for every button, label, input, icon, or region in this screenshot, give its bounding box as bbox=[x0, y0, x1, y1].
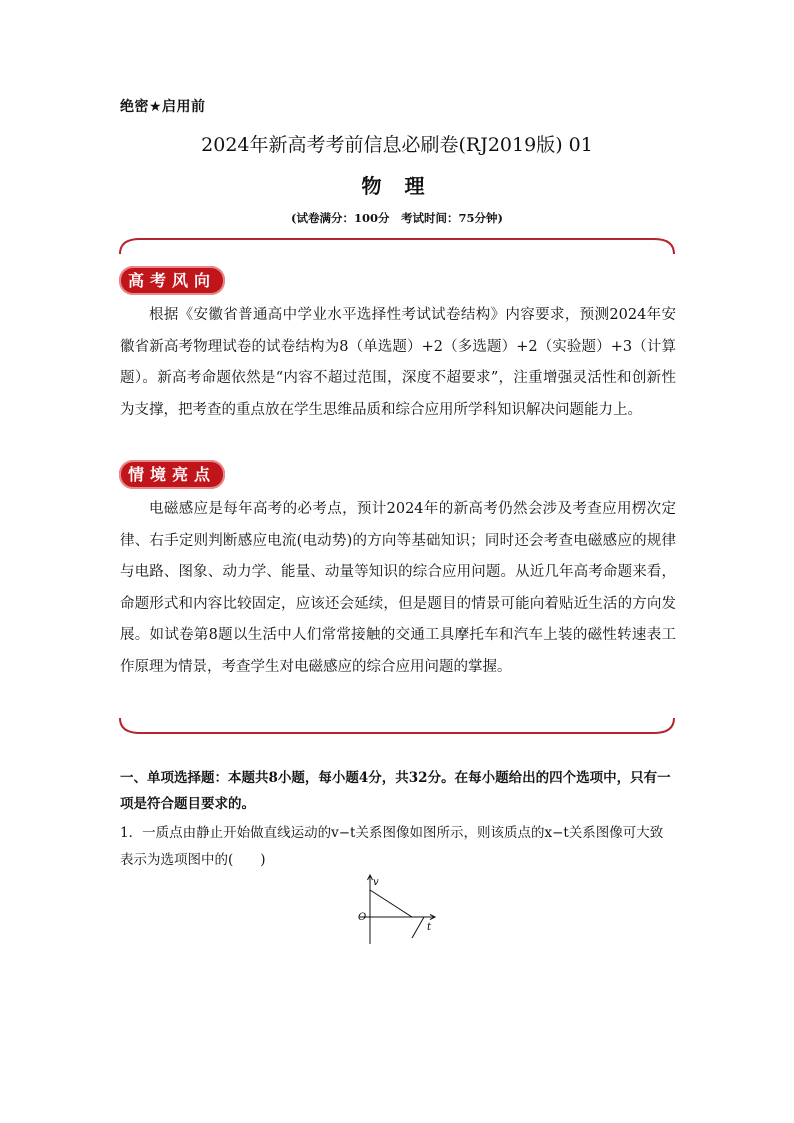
x-axis-label: t bbox=[427, 922, 432, 933]
y-axis-label: v bbox=[373, 877, 379, 888]
exam-info: (试卷满分：100分 考试时间：75分钟) bbox=[291, 211, 503, 225]
section-instructions: 一、单项选择题：本题共8小题，每小题4分，共32分。在每小题给出的四个选项中，只有一项是符合题目要求的。 bbox=[120, 770, 671, 812]
exam-title: 2024年新高考考前信息必刷卷(RJ2019版) 01 bbox=[201, 134, 593, 156]
section-paragraph-highlights: 电磁感应是每年高考的必考点，预计2024年的新高考仍然会涉及考查应用楞次定律、右手定则判断感应电流(电动势)的方向等基础知识；同时还会考查电磁感应的规律与电路、图象、动力学、能量、动量等知识的综合应用问题。从近几年高考命题来看，命题形式和内容比较固定，应该还会延续，但是题目的情景可能向着贴近生活的方向发展。如试卷第8题以生活中人们常常接触的交通工具摩托车和汽车上装的磁性转速表工作原理为情景，考查学生对电磁感应的综合应用问题的掌握。 bbox=[120, 501, 676, 675]
vt-graph bbox=[352, 872, 452, 950]
subject-title: 物 理 bbox=[361, 174, 433, 198]
origin-label: O bbox=[358, 912, 367, 923]
section-badge-highlights: 情境亮点 bbox=[119, 460, 225, 489]
question-1-text: 1．一质点由静止开始做直线运动的v−t关系图像如图所示，则该质点的x−t关系图像可大致表示为选项图中的( ) bbox=[120, 825, 664, 868]
section-paragraph-trend: 根据《安徽省普通高中学业水平选择性考试试卷结构》内容要求，预测2024年安徽省新高考物理试卷的试卷结构为8（单选题）+2（多选题）+2（实验题）+3（计算题）。新高考命题依然是“内容不超过范围，深度不超要求”，注重增强灵活性和创新性为支撑，把考查的重点放在学生思维品质和综合应用所学科知识解决问题能力上。 bbox=[120, 307, 676, 418]
section-badge-gaokao-trend: 高考风向 bbox=[119, 266, 225, 295]
velocity-curve bbox=[370, 890, 424, 938]
confidential-mark: 绝密★启用前 bbox=[120, 99, 206, 115]
